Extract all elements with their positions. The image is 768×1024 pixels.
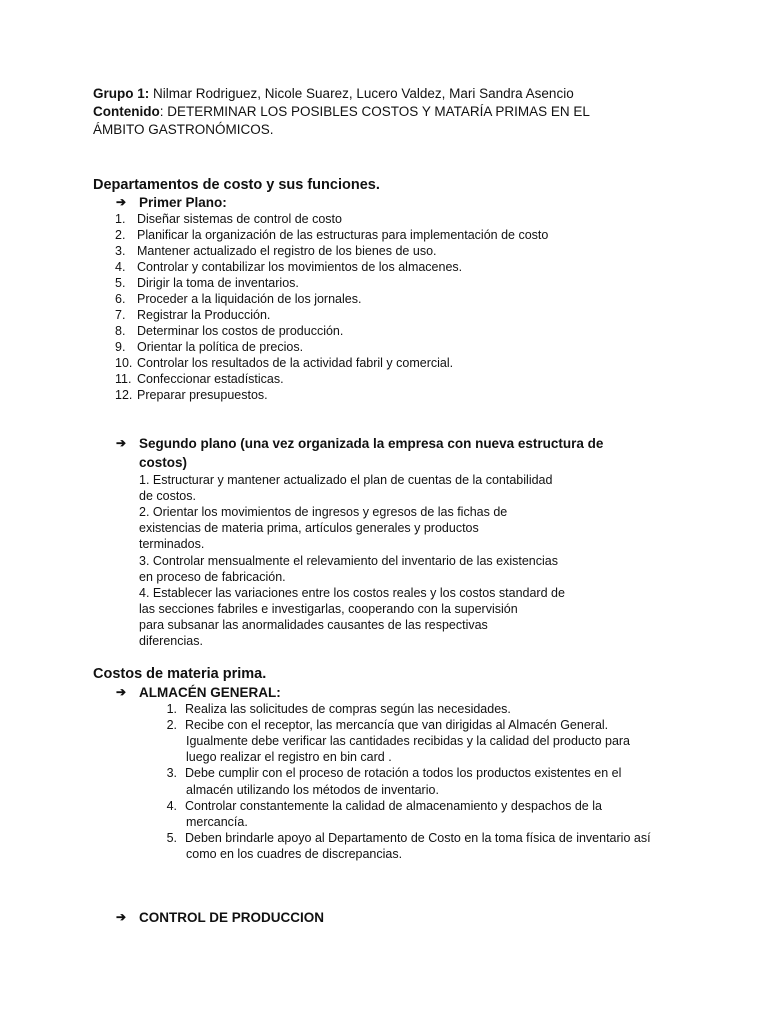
group-line (93, 86, 574, 102)
list-item-number: 4. (115, 260, 126, 274)
list-item-number: 5. (166, 831, 177, 845)
list-item (154, 798, 602, 814)
list-item-text: Orientar la política de precios. (137, 340, 304, 354)
list-item-number: 3. (115, 244, 126, 258)
paragraph-line: en proceso de fabricación. (139, 570, 286, 584)
list-item-number: 5. (115, 276, 126, 290)
arrow-bullet-icon: ➔ (116, 685, 127, 699)
list-item-text: Mantener actualizado el registro de los bienes de uso. (137, 244, 437, 258)
segundo-plano-heading-1: Segundo plano (una vez organizada la empresa con nueva estructura de (139, 436, 604, 451)
list-item-continuation: luego realizar el registro en bin card . (186, 750, 392, 764)
list-item-number: 8. (115, 324, 126, 338)
list-item (115, 307, 270, 323)
list-item-text: Planificar la organización de las estructuras para implementación de costo (137, 228, 549, 242)
list-item-text: Registrar la Producción. (137, 308, 271, 322)
list-item-number: 9. (115, 340, 126, 354)
paragraph-line: diferencias. (139, 634, 203, 648)
list-item-number: 4. (166, 799, 177, 813)
list-item-text: Recibe con el receptor, las mercancía que van dirigidas al Almacén General. (185, 718, 609, 732)
arrow-bullet-icon: ➔ (116, 910, 127, 924)
list-item (154, 717, 608, 733)
list-item-number: 1. (166, 702, 177, 716)
list-item (115, 387, 268, 403)
arrow-bullet-icon: ➔ (116, 195, 127, 209)
list-item (154, 765, 621, 781)
list-item-text: Proceder a la liquidación de los jornales. (137, 292, 362, 306)
list-item-number: 12. (115, 388, 133, 402)
list-item-text: Preparar presupuestos. (137, 388, 268, 402)
list-item-text: Controlar y contabilizar los movimientos de los almacenes. (137, 260, 463, 274)
list-item-text: Debe cumplir con el proceso de rotación a todos los productos existentes en el (185, 766, 622, 780)
list-item-number: 10. (115, 356, 133, 370)
control-produccion-label: CONTROL DE PRODUCCION (139, 910, 325, 925)
list-item-number: 2. (115, 228, 126, 242)
primer-plano-label: Primer Plano: (139, 195, 227, 210)
list-item-number: 7. (115, 308, 126, 322)
list-item (115, 371, 284, 387)
paragraph-line: terminados. (139, 537, 205, 551)
list-item-continuation: almacén utilizando los métodos de inventario. (186, 783, 439, 797)
list-item-number: 11. (115, 372, 132, 386)
list-item-text: Diseñar sistemas de control de costo (137, 212, 342, 226)
list-item-text: Controlar constantemente la calidad de almacenamiento y despachos de la (185, 799, 602, 813)
paragraph-line: existencias de materia prima, artículos generales y productos (139, 521, 479, 535)
list-item-continuation: como en los cuadres de discrepancias. (186, 847, 403, 861)
list-item (115, 275, 299, 291)
paragraph-line: 4. Establecer las variaciones entre los costos reales y los costos standard de (139, 586, 565, 600)
content-text-1: : DETERMINAR LOS POSIBLES COSTOS Y MATARÍA PRIMAS EN EL (159, 104, 590, 119)
list-item (154, 701, 511, 717)
content-label: Contenido (93, 104, 160, 119)
content-line-1 (93, 104, 590, 120)
content-line-2: ÁMBITO GASTRONÓMICOS. (93, 122, 274, 137)
list-item-number: 3. (166, 766, 177, 780)
paragraph-line: 1. Estructurar y mantener actualizado el plan de cuentas de la contabilidad (139, 473, 553, 487)
list-item (115, 211, 342, 227)
list-item (154, 830, 651, 846)
paragraph-line: de costos. (139, 489, 196, 503)
list-item-text: Determinar los costos de producción. (137, 324, 344, 338)
section-title-departamentos: Departamentos de costo y sus funciones. (93, 177, 380, 193)
paragraph-line: para subsanar las anormalidades causantes de las respectivas (139, 618, 488, 632)
paragraph-line: 3. Controlar mensualmente el relevamiento del inventario de las existencias (139, 554, 558, 568)
paragraph-line: 2. Orientar los movimientos de ingresos y egresos de las fichas de (139, 505, 508, 519)
group-label: Grupo 1: (93, 86, 150, 101)
list-item (115, 243, 437, 259)
list-item-number: 1. (115, 212, 126, 226)
list-item-text: Realiza las solicitudes de compras según las necesidades. (185, 702, 511, 716)
list-item (115, 259, 462, 275)
list-item-number: 2. (166, 718, 177, 732)
section-title-materia-prima: Costos de materia prima. (93, 666, 267, 682)
segundo-plano-heading-2: costos) (139, 455, 188, 470)
list-item-text: Controlar los resultados de la actividad fabril y comercial. (137, 356, 454, 370)
list-item-number: 6. (115, 292, 126, 306)
list-item (115, 355, 453, 371)
list-item (115, 339, 303, 355)
list-item (115, 323, 343, 339)
list-item-continuation: mercancía. (186, 815, 248, 829)
list-item-text: Confeccionar estadísticas. (137, 372, 284, 386)
paragraph-line: las secciones fabriles e investigarlas, cooperando con la supervisión (139, 602, 518, 616)
group-members: Nilmar Rodriguez, Nicole Suarez, Lucero Valdez, Mari Sandra Asencio (149, 86, 574, 101)
list-item (115, 227, 548, 243)
almacen-general-label: ALMACÉN GENERAL: (139, 685, 281, 700)
list-item-text: Dirigir la toma de inventarios. (137, 276, 299, 290)
list-item (115, 291, 361, 307)
arrow-bullet-icon: ➔ (116, 436, 127, 450)
list-item-text: Deben brindarle apoyo al Departamento de Costo en la toma física de inventario así (185, 831, 651, 845)
list-item-continuation: Igualmente debe verificar las cantidades recibidas y la calidad del producto para (186, 734, 631, 748)
